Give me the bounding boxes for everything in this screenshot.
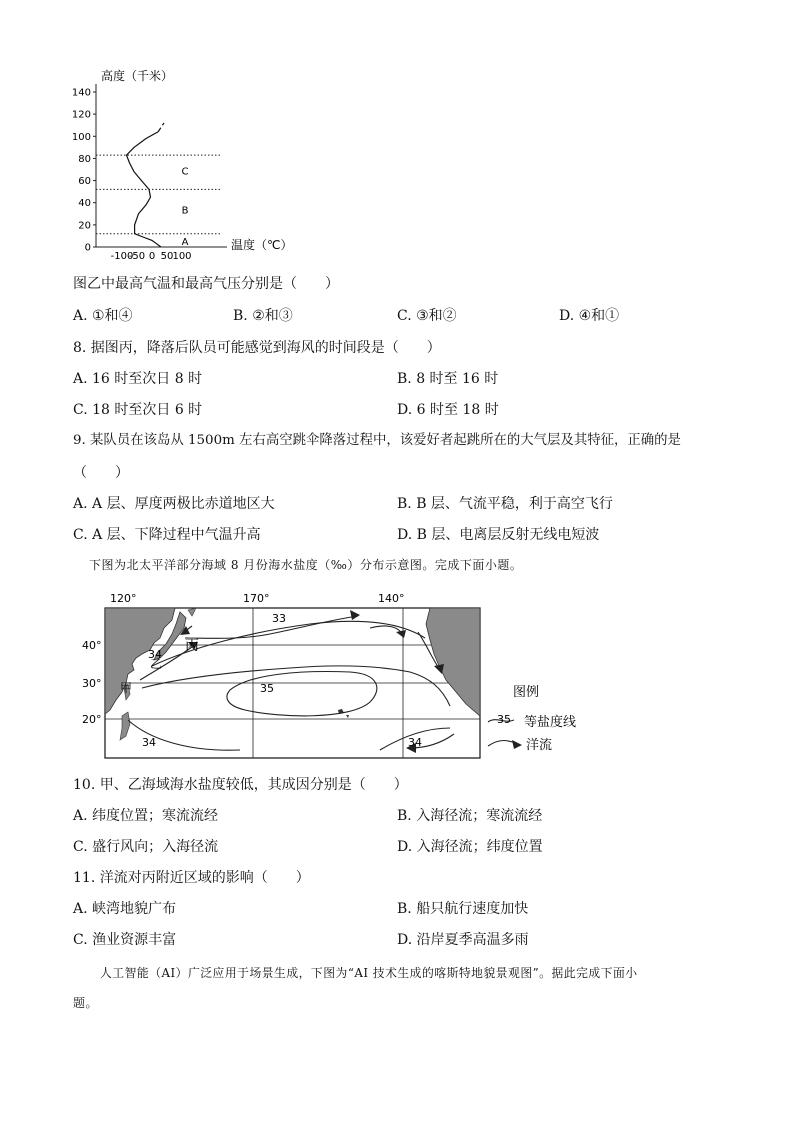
lat-label-30: 30° [82, 677, 102, 690]
y-tick-label: 140 [71, 87, 91, 99]
salinity-map [80, 588, 590, 768]
atmosphere-temperature-chart [60, 62, 300, 262]
ai-intro-line1: 人工智能（AI）广泛应用于场景生成，下图为“AI 技术生成的喀斯特地貌景观图”。据此完成下面小 [100, 966, 638, 980]
lon-label-120: 120° [110, 592, 137, 605]
y-tick-label: 0 [84, 242, 91, 254]
legend-isoline-value: 35 [497, 713, 511, 726]
x-tick-label: 50 [160, 251, 174, 262]
q10-stem: 10. 甲、乙海域海水盐度较低，其成因分别是（ ） [73, 777, 408, 793]
y-tick-label: 120 [71, 109, 91, 121]
y-tick-label: 100 [71, 131, 91, 143]
q9-option-a[interactable]: A. A 层、厚度两极比赤道地区大 [73, 496, 275, 512]
ai-intro-line2: 题。 [73, 996, 99, 1010]
q11-stem: 11. 洋流对丙附近区域的影响（ ） [73, 870, 310, 886]
q8-stem: 8. 据图丙，降落后队员可能感觉到海风的时间段是（ ） [73, 340, 441, 356]
layer-label: B [181, 205, 189, 217]
isoline-label-34-south: 34 [142, 736, 156, 749]
legend-isoline-label: 等盐度线 [524, 715, 577, 730]
x-tick-label: 100 [172, 251, 192, 262]
x-axis-label: 温度（℃） [231, 238, 293, 252]
isoline-label-34-east: 34 [408, 736, 422, 749]
isoline-label-34-north: 34 [148, 648, 162, 661]
q9-option-d[interactable]: D. B 层、电离层反射无线电短波 [397, 527, 600, 543]
place-label-jia: 甲 [120, 681, 133, 695]
salinity-intro: 下图为北太平洋部分海域 8 月份海水盐度（‰）分布示意图。完成下面小题。 [89, 558, 523, 572]
legend-title: 图例 [513, 685, 540, 700]
y-tick-label: 40 [78, 198, 91, 210]
y-axis-label: 高度（千米） [101, 69, 174, 83]
q10-option-a[interactable]: A. 纬度位置；寒流流经 [73, 808, 219, 824]
q7-option-d[interactable]: D. ④和① [559, 308, 620, 324]
y-tick-label: 80 [78, 153, 91, 165]
isoline-label-33: 33 [272, 612, 286, 625]
q7-option-a[interactable]: A. ①和④ [73, 308, 133, 324]
x-tick-label: -50 [128, 251, 146, 262]
q8-option-b[interactable]: B. 8 时至 16 时 [397, 371, 499, 387]
q9-stem-line2: （ ） [73, 465, 129, 481]
q7-stem: 图乙中最高气温和最高气压分别是（ ） [73, 276, 339, 292]
x-tick-label: 0 [148, 251, 156, 262]
q7-option-b[interactable]: B. ②和③ [233, 308, 293, 324]
q8-option-a[interactable]: A. 16 时至次日 8 时 [73, 371, 203, 387]
layer-label: A [181, 237, 189, 249]
place-label-bing: 丙 [185, 638, 199, 654]
q11-option-c[interactable]: C. 渔业资源丰富 [73, 932, 177, 948]
isoline-label-35: 35 [260, 682, 274, 695]
lat-label-20: 20° [82, 713, 102, 726]
q11-option-b[interactable]: B. 船只航行速度加快 [397, 901, 529, 917]
q10-option-c[interactable]: C. 盛行风向；入海径流 [73, 839, 219, 855]
q8-option-c[interactable]: C. 18 时至次日 6 时 [73, 402, 203, 418]
lon-label-170: 170° [243, 592, 270, 605]
q10-option-d[interactable]: D. 入海径流；纬度位置 [397, 839, 543, 855]
lon-label-140: 140° [378, 592, 405, 605]
q7-option-c[interactable]: C. ③和② [397, 308, 457, 324]
q9-option-c[interactable]: C. A 层、下降过程中气温升高 [73, 527, 261, 543]
y-tick-label: 20 [78, 220, 91, 232]
q11-option-a[interactable]: A. 峡湾地貌广布 [73, 901, 177, 917]
y-tick-label: 60 [78, 176, 91, 188]
layer-label: C [181, 166, 189, 178]
legend-current-label: 洋流 [526, 738, 553, 753]
q9-stem-line1: 9. 某队员在该岛从 1500m 左右高空跳伞降落过程中，该爱好者起跳所在的大气层及其特征，正确的是 [73, 433, 681, 448]
place-label-yi: 乙 [150, 657, 163, 671]
lat-label-40: 40° [82, 639, 102, 652]
temperature-profile-dashed [158, 123, 164, 132]
q8-option-d[interactable]: D. 6 时至 18 时 [397, 402, 499, 418]
q11-option-d[interactable]: D. 沿岸夏季高温多雨 [397, 932, 529, 948]
q10-option-b[interactable]: B. 入海径流；寒流流经 [397, 808, 543, 824]
x-tick-label: -100 [110, 251, 134, 262]
q9-option-b[interactable]: B. B 层、气流平稳，利于高空飞行 [397, 496, 613, 512]
